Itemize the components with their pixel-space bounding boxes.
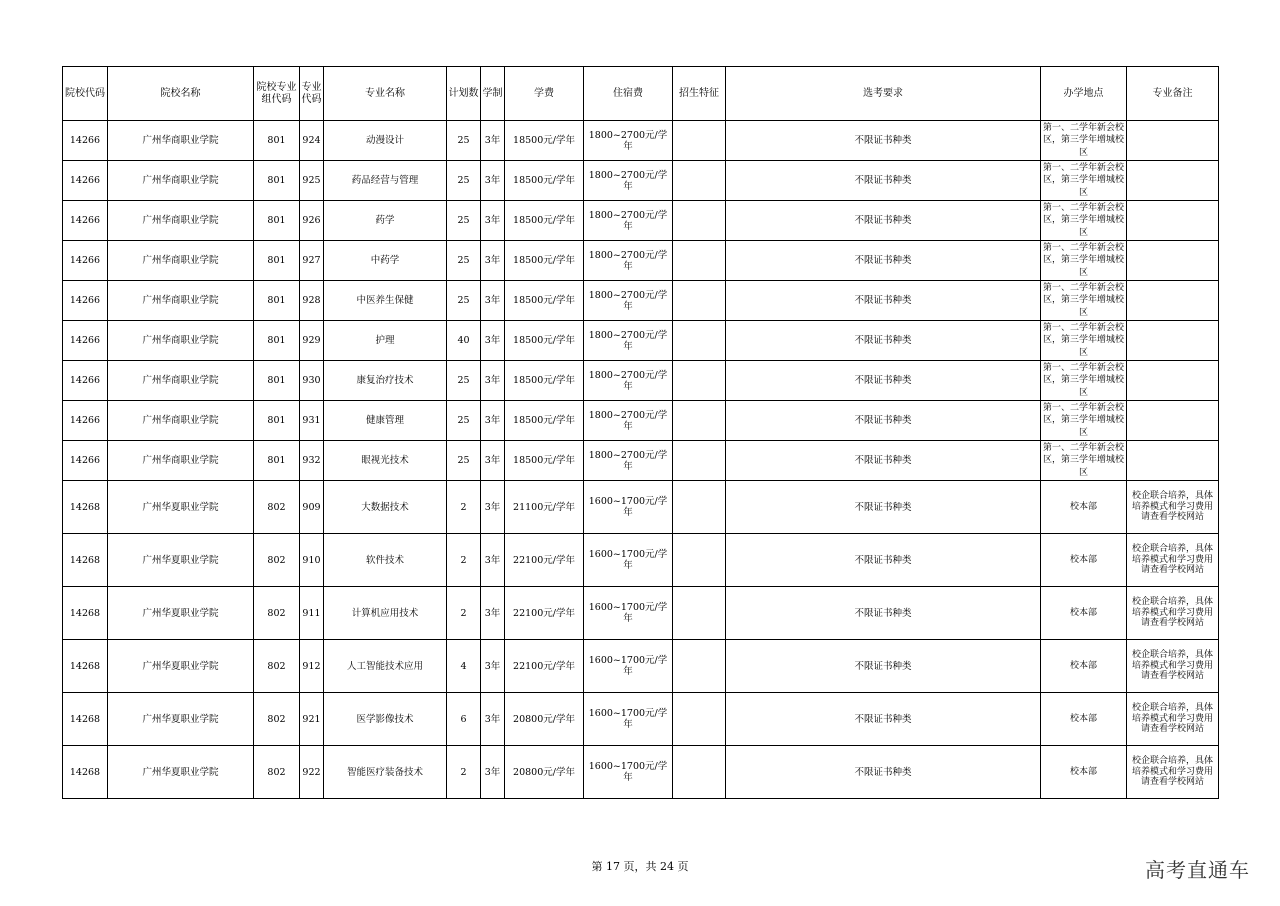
- table-row: [63, 241, 1219, 281]
- cell-location: 第一、二学年新会校区，第三学年增城校区: [1041, 241, 1127, 281]
- cell-major-name: 软件技术: [324, 534, 447, 587]
- cell-school-name: 广州华商职业学院: [108, 361, 254, 401]
- header-group-code: 院校专业组代码: [254, 67, 300, 121]
- cell-school-name: 广州华夏职业学院: [108, 693, 254, 746]
- cell-school-name: 广州华商职业学院: [108, 321, 254, 361]
- header-tuition: 学费: [505, 67, 584, 121]
- cell-duration: 3年: [481, 587, 505, 640]
- cell-school-code: 14266: [63, 121, 108, 161]
- cell-enrollment-feature: [673, 746, 726, 799]
- cell-location: 校本部: [1041, 640, 1127, 693]
- cell-major-code: 924: [300, 121, 324, 161]
- cell-location: 第一、二学年新会校区，第三学年增城校区: [1041, 321, 1127, 361]
- admission-plan-table: [62, 66, 1219, 799]
- table-row: [63, 361, 1219, 401]
- cell-accommodation: 1600~1700元/学年: [584, 481, 673, 534]
- cell-duration: 3年: [481, 401, 505, 441]
- cell-major-code: 932: [300, 441, 324, 481]
- cell-subject-requirement: 不限证书种类: [726, 693, 1041, 746]
- cell-accommodation: 1800~2700元/学年: [584, 441, 673, 481]
- cell-school-code: 14266: [63, 281, 108, 321]
- cell-remark: [1127, 201, 1219, 241]
- cell-subject-requirement: 不限证书种类: [726, 241, 1041, 281]
- cell-location: 校本部: [1041, 534, 1127, 587]
- cell-group-code: 801: [254, 401, 300, 441]
- cell-school-name: 广州华夏职业学院: [108, 587, 254, 640]
- cell-remark: [1127, 281, 1219, 321]
- table-row: [63, 321, 1219, 361]
- cell-plan-count: 25: [447, 281, 481, 321]
- cell-school-name: 广州华商职业学院: [108, 161, 254, 201]
- cell-group-code: 802: [254, 640, 300, 693]
- cell-tuition: 22100元/学年: [505, 587, 584, 640]
- cell-school-code: 14266: [63, 161, 108, 201]
- cell-major-code: 931: [300, 401, 324, 441]
- cell-major-code: 921: [300, 693, 324, 746]
- cell-subject-requirement: 不限证书种类: [726, 361, 1041, 401]
- cell-subject-requirement: 不限证书种类: [726, 201, 1041, 241]
- cell-accommodation: 1800~2700元/学年: [584, 281, 673, 321]
- cell-tuition: 18500元/学年: [505, 281, 584, 321]
- cell-location: 第一、二学年新会校区，第三学年增城校区: [1041, 161, 1127, 201]
- cell-group-code: 802: [254, 587, 300, 640]
- cell-group-code: 801: [254, 441, 300, 481]
- cell-duration: 3年: [481, 441, 505, 481]
- cell-accommodation: 1600~1700元/学年: [584, 534, 673, 587]
- cell-subject-requirement: 不限证书种类: [726, 161, 1041, 201]
- cell-major-name: 医学影像技术: [324, 693, 447, 746]
- cell-location: 第一、二学年新会校区，第三学年增城校区: [1041, 401, 1127, 441]
- table-row: [63, 401, 1219, 441]
- cell-plan-count: 25: [447, 241, 481, 281]
- cell-accommodation: 1600~1700元/学年: [584, 587, 673, 640]
- header-enrollment-feature: 招生特征: [673, 67, 726, 121]
- cell-remark: 校企联合培养，具体培养模式和学习费用请查看学校网站: [1127, 481, 1219, 534]
- cell-school-name: 广州华夏职业学院: [108, 746, 254, 799]
- cell-enrollment-feature: [673, 281, 726, 321]
- cell-enrollment-feature: [673, 241, 726, 281]
- cell-enrollment-feature: [673, 587, 726, 640]
- cell-subject-requirement: 不限证书种类: [726, 281, 1041, 321]
- cell-enrollment-feature: [673, 161, 726, 201]
- cell-enrollment-feature: [673, 640, 726, 693]
- cell-duration: 3年: [481, 481, 505, 534]
- cell-remark: [1127, 161, 1219, 201]
- cell-subject-requirement: 不限证书种类: [726, 481, 1041, 534]
- cell-enrollment-feature: [673, 481, 726, 534]
- cell-subject-requirement: 不限证书种类: [726, 587, 1041, 640]
- cell-major-name: 药学: [324, 201, 447, 241]
- cell-group-code: 802: [254, 693, 300, 746]
- cell-major-name: 中药学: [324, 241, 447, 281]
- cell-group-code: 801: [254, 201, 300, 241]
- cell-location: 第一、二学年新会校区，第三学年增城校区: [1041, 121, 1127, 161]
- cell-plan-count: 25: [447, 361, 481, 401]
- cell-school-name: 广州华商职业学院: [108, 281, 254, 321]
- cell-location: 第一、二学年新会校区，第三学年增城校区: [1041, 281, 1127, 321]
- cell-group-code: 801: [254, 321, 300, 361]
- cell-school-code: 14266: [63, 361, 108, 401]
- cell-tuition: 20800元/学年: [505, 693, 584, 746]
- cell-enrollment-feature: [673, 401, 726, 441]
- cell-subject-requirement: 不限证书种类: [726, 746, 1041, 799]
- cell-remark: [1127, 361, 1219, 401]
- cell-duration: 3年: [481, 361, 505, 401]
- cell-subject-requirement: 不限证书种类: [726, 640, 1041, 693]
- cell-duration: 3年: [481, 121, 505, 161]
- cell-accommodation: 1600~1700元/学年: [584, 693, 673, 746]
- cell-school-name: 广州华商职业学院: [108, 241, 254, 281]
- table-row: [63, 441, 1219, 481]
- cell-major-code: 930: [300, 361, 324, 401]
- cell-location: 第一、二学年新会校区，第三学年增城校区: [1041, 361, 1127, 401]
- table-row: [63, 281, 1219, 321]
- cell-school-name: 广州华商职业学院: [108, 441, 254, 481]
- cell-school-code: 14266: [63, 441, 108, 481]
- cell-major-name: 智能医疗装备技术: [324, 746, 447, 799]
- cell-enrollment-feature: [673, 534, 726, 587]
- header-duration: 学制: [481, 67, 505, 121]
- cell-tuition: 18500元/学年: [505, 441, 584, 481]
- cell-duration: 3年: [481, 161, 505, 201]
- cell-school-name: 广州华夏职业学院: [108, 640, 254, 693]
- cell-major-code: 909: [300, 481, 324, 534]
- cell-remark: 校企联合培养，具体培养模式和学习费用请查看学校网站: [1127, 640, 1219, 693]
- cell-major-code: 922: [300, 746, 324, 799]
- cell-major-name: 中医养生保健: [324, 281, 447, 321]
- cell-school-code: 14266: [63, 241, 108, 281]
- cell-subject-requirement: 不限证书种类: [726, 534, 1041, 587]
- cell-tuition: 18500元/学年: [505, 401, 584, 441]
- cell-major-code: 926: [300, 201, 324, 241]
- cell-major-code: 929: [300, 321, 324, 361]
- cell-school-name: 广州华商职业学院: [108, 401, 254, 441]
- cell-tuition: 20800元/学年: [505, 746, 584, 799]
- cell-tuition: 18500元/学年: [505, 201, 584, 241]
- cell-major-name: 人工智能技术应用: [324, 640, 447, 693]
- cell-remark: 校企联合培养，具体培养模式和学习费用请查看学校网站: [1127, 693, 1219, 746]
- cell-plan-count: 25: [447, 161, 481, 201]
- cell-enrollment-feature: [673, 321, 726, 361]
- cell-plan-count: 2: [447, 481, 481, 534]
- cell-school-code: 14268: [63, 640, 108, 693]
- cell-accommodation: 1800~2700元/学年: [584, 201, 673, 241]
- header-school-code: 院校代码: [63, 67, 108, 121]
- cell-major-name: 计算机应用技术: [324, 587, 447, 640]
- cell-major-code: 927: [300, 241, 324, 281]
- cell-accommodation: 1800~2700元/学年: [584, 241, 673, 281]
- cell-school-code: 14266: [63, 401, 108, 441]
- watermark: 高考直通车: [1145, 858, 1250, 882]
- cell-remark: [1127, 321, 1219, 361]
- cell-enrollment-feature: [673, 693, 726, 746]
- table-row: [63, 161, 1219, 201]
- cell-accommodation: 1600~1700元/学年: [584, 746, 673, 799]
- cell-subject-requirement: 不限证书种类: [726, 321, 1041, 361]
- table-row: [63, 534, 1219, 587]
- header-subject-requirement: 选考要求: [726, 67, 1041, 121]
- cell-tuition: 18500元/学年: [505, 161, 584, 201]
- table-row: [63, 693, 1219, 746]
- cell-plan-count: 2: [447, 587, 481, 640]
- table-row: [63, 640, 1219, 693]
- cell-tuition: 18500元/学年: [505, 241, 584, 281]
- cell-tuition: 21100元/学年: [505, 481, 584, 534]
- cell-tuition: 18500元/学年: [505, 361, 584, 401]
- cell-tuition: 18500元/学年: [505, 121, 584, 161]
- page-footer: 第 17 页，共 24 页: [591, 860, 689, 873]
- cell-tuition: 18500元/学年: [505, 321, 584, 361]
- cell-group-code: 802: [254, 746, 300, 799]
- cell-group-code: 802: [254, 481, 300, 534]
- cell-school-code: 14266: [63, 321, 108, 361]
- cell-plan-count: 40: [447, 321, 481, 361]
- cell-remark: 校企联合培养，具体培养模式和学习费用请查看学校网站: [1127, 746, 1219, 799]
- cell-school-code: 14268: [63, 746, 108, 799]
- cell-major-name: 健康管理: [324, 401, 447, 441]
- cell-location: 校本部: [1041, 481, 1127, 534]
- cell-location: 校本部: [1041, 746, 1127, 799]
- cell-remark: [1127, 441, 1219, 481]
- cell-school-code: 14268: [63, 534, 108, 587]
- cell-major-code: 925: [300, 161, 324, 201]
- cell-enrollment-feature: [673, 121, 726, 161]
- cell-duration: 3年: [481, 640, 505, 693]
- cell-major-name: 眼视光技术: [324, 441, 447, 481]
- cell-subject-requirement: 不限证书种类: [726, 441, 1041, 481]
- cell-accommodation: 1800~2700元/学年: [584, 361, 673, 401]
- cell-enrollment-feature: [673, 201, 726, 241]
- cell-school-name: 广州华夏职业学院: [108, 481, 254, 534]
- cell-accommodation: 1600~1700元/学年: [584, 640, 673, 693]
- cell-remark: 校企联合培养，具体培养模式和学习费用请查看学校网站: [1127, 534, 1219, 587]
- cell-location: 校本部: [1041, 587, 1127, 640]
- cell-duration: 3年: [481, 281, 505, 321]
- table-row: [63, 481, 1219, 534]
- cell-group-code: 801: [254, 241, 300, 281]
- cell-school-code: 14268: [63, 693, 108, 746]
- cell-duration: 3年: [481, 201, 505, 241]
- cell-plan-count: 25: [447, 201, 481, 241]
- table-body: [63, 121, 1219, 799]
- header-school-name: 院校名称: [108, 67, 254, 121]
- header-plan-count: 计划数: [447, 67, 481, 121]
- cell-school-name: 广州华商职业学院: [108, 121, 254, 161]
- cell-plan-count: 4: [447, 640, 481, 693]
- cell-major-code: 911: [300, 587, 324, 640]
- table-row: [63, 587, 1219, 640]
- cell-major-code: 912: [300, 640, 324, 693]
- cell-school-name: 广州华商职业学院: [108, 201, 254, 241]
- header-remark: 专业备注: [1127, 67, 1219, 121]
- cell-duration: 3年: [481, 241, 505, 281]
- cell-duration: 3年: [481, 746, 505, 799]
- cell-group-code: 801: [254, 361, 300, 401]
- cell-accommodation: 1800~2700元/学年: [584, 161, 673, 201]
- cell-plan-count: 6: [447, 693, 481, 746]
- cell-major-name: 康复治疗技术: [324, 361, 447, 401]
- table-row: [63, 746, 1219, 799]
- cell-school-code: 14268: [63, 481, 108, 534]
- cell-duration: 3年: [481, 321, 505, 361]
- header-accommodation: 住宿费: [584, 67, 673, 121]
- cell-enrollment-feature: [673, 441, 726, 481]
- header-major-code: 专业代码: [300, 67, 324, 121]
- header-location: 办学地点: [1041, 67, 1127, 121]
- cell-tuition: 22100元/学年: [505, 640, 584, 693]
- cell-duration: 3年: [481, 693, 505, 746]
- cell-plan-count: 25: [447, 121, 481, 161]
- cell-accommodation: 1800~2700元/学年: [584, 321, 673, 361]
- cell-enrollment-feature: [673, 361, 726, 401]
- cell-group-code: 801: [254, 161, 300, 201]
- cell-subject-requirement: 不限证书种类: [726, 401, 1041, 441]
- cell-tuition: 22100元/学年: [505, 534, 584, 587]
- cell-group-code: 802: [254, 534, 300, 587]
- cell-subject-requirement: 不限证书种类: [726, 121, 1041, 161]
- cell-school-code: 14268: [63, 587, 108, 640]
- cell-remark: 校企联合培养，具体培养模式和学习费用请查看学校网站: [1127, 587, 1219, 640]
- cell-plan-count: 25: [447, 441, 481, 481]
- cell-major-code: 928: [300, 281, 324, 321]
- cell-group-code: 801: [254, 281, 300, 321]
- cell-major-name: 护理: [324, 321, 447, 361]
- cell-duration: 3年: [481, 534, 505, 587]
- header-major-name: 专业名称: [324, 67, 447, 121]
- cell-major-code: 910: [300, 534, 324, 587]
- cell-plan-count: 2: [447, 746, 481, 799]
- cell-location: 第一、二学年新会校区，第三学年增城校区: [1041, 201, 1127, 241]
- table-row: [63, 201, 1219, 241]
- cell-remark: [1127, 401, 1219, 441]
- cell-school-name: 广州华夏职业学院: [108, 534, 254, 587]
- table-header-row: [63, 67, 1219, 121]
- cell-remark: [1127, 121, 1219, 161]
- cell-accommodation: 1800~2700元/学年: [584, 121, 673, 161]
- cell-group-code: 801: [254, 121, 300, 161]
- cell-major-name: 动漫设计: [324, 121, 447, 161]
- cell-remark: [1127, 241, 1219, 281]
- cell-location: 第一、二学年新会校区，第三学年增城校区: [1041, 441, 1127, 481]
- table-row: [63, 121, 1219, 161]
- cell-location: 校本部: [1041, 693, 1127, 746]
- cell-major-name: 药品经营与管理: [324, 161, 447, 201]
- cell-plan-count: 2: [447, 534, 481, 587]
- cell-school-code: 14266: [63, 201, 108, 241]
- cell-accommodation: 1800~2700元/学年: [584, 401, 673, 441]
- cell-major-name: 大数据技术: [324, 481, 447, 534]
- cell-plan-count: 25: [447, 401, 481, 441]
